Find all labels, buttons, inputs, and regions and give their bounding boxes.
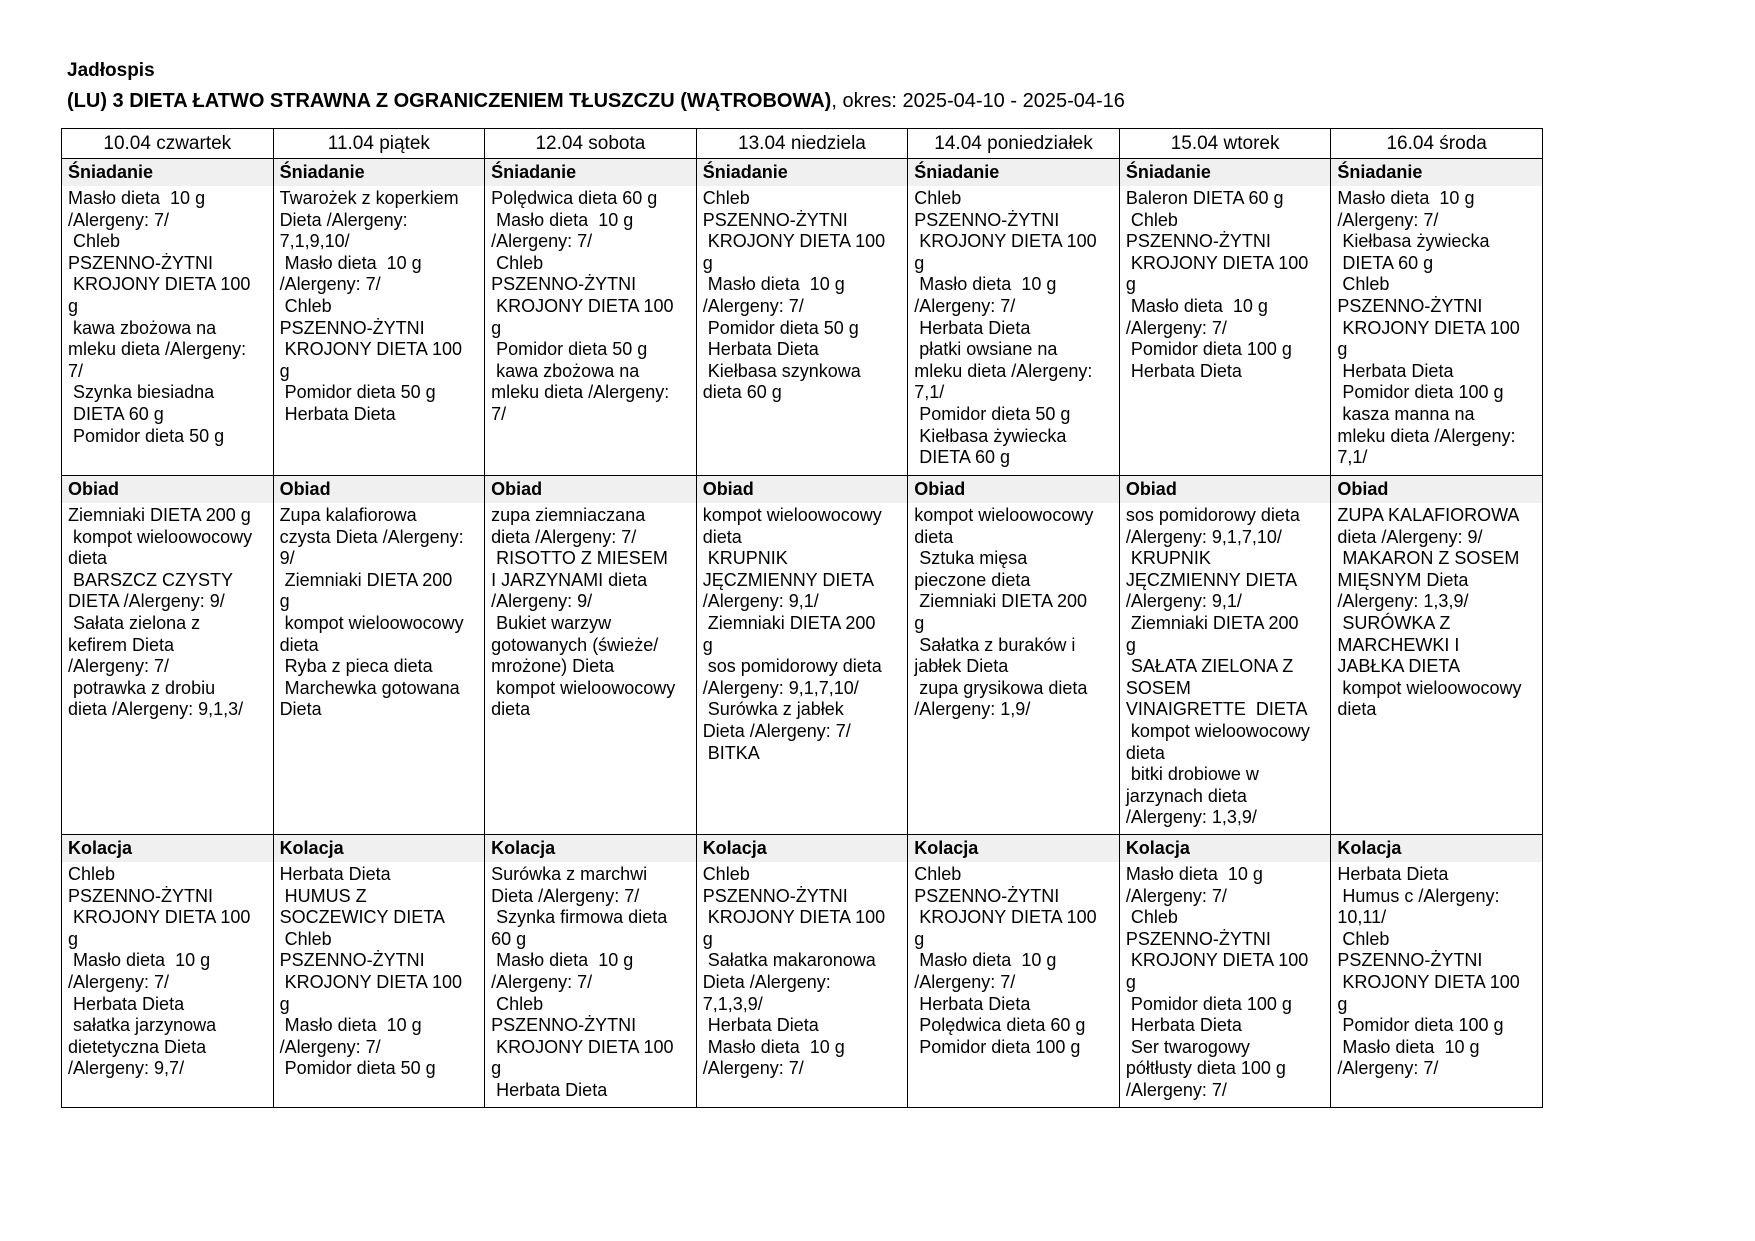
diet-name: (LU) 3 DIETA ŁATWO STRAWNA Z OGRANICZENIEM TŁUSZCZU (WĄTROBOWA) <box>67 90 832 112</box>
breakfast-cell <box>908 159 1120 476</box>
day-header: 12.04 sobota <box>485 129 697 159</box>
day-header: 16.04 środa <box>1331 129 1543 159</box>
lunch-cell <box>62 476 274 835</box>
dinner-cell <box>273 835 485 1108</box>
meal-items: zupa ziemniaczana dieta /Alergeny: 7/ RISOTTO Z MIESEM I JARZYNAMI dieta /Alergeny: 9/ Bukiet warzyw gotowanych (świeże/ mrożone) Dieta kompot wieloowocowy dieta <box>491 505 676 720</box>
meal-items: Masło dieta 10 g /Alergeny: 7/ Chleb PSZENNO-ŻYTNI KROJONY DIETA 100 g Pomidor dieta 100 g Herbata Dieta Ser twarogowy półtłusty dieta 100 g /Alergeny: 7/ <box>1125 864 1309 1100</box>
meal-items: kompot wieloowocowy dieta KRUPNIK JĘCZMIENNY DIETA /Alergeny: 9,1/ Ziemniaki DIETA 200 g sos pomidorowy dieta /Alergeny: 9,1,7,10/ Surówka z jabłek Dieta /Alergeny: 7/ BITKA <box>702 505 882 763</box>
lunch-cell <box>1331 476 1543 835</box>
meal-items: Masło dieta 10 g /Alergeny: 7/ Chleb PSZENNO-ŻYTNI KROJONY DIETA 100 g kawa zbożowa na mleku dieta /Alergeny: 7/ Szynka biesiadna DIETA 60 g Pomidor dieta 50 g <box>68 188 251 446</box>
meal-label: Kolacja <box>1331 835 1542 862</box>
meal-label: Kolacja <box>274 835 485 862</box>
meal-items: Herbata Dieta Humus c /Alergeny: 10,11/ Chleb PSZENNO-ŻYTNI KROJONY DIETA 100 g Pomidor dieta 100 g Masło dieta 10 g /Alergeny: 7/ <box>1337 864 1520 1079</box>
menu-table <box>61 128 1543 1108</box>
meal-label: Śniadanie <box>908 159 1119 186</box>
dinner-row <box>62 835 1543 1108</box>
meal-label: Kolacja <box>62 835 273 862</box>
dinner-cell <box>1119 835 1331 1108</box>
meal-items: Twarożek z koperkiem Dieta /Alergeny: 7,1,9,10/ Masło dieta 10 g /Alergeny: 7/ Chleb PSZENNO-ŻYTNI KROJONY DIETA 100 g Pomidor dieta 50 g Herbata Dieta <box>279 188 462 424</box>
meal-items: Polędwica dieta 60 g Masło dieta 10 g /Alergeny: 7/ Chleb PSZENNO-ŻYTNI KROJONY DIETA 100 g Pomidor dieta 50 g kawa zbożowa na mleku dieta /Alergeny: 7/ <box>491 188 674 424</box>
meal-items: sos pomidorowy dieta /Alergeny: 9,1,7,10/ KRUPNIK JĘCZMIENNY DIETA /Alergeny: 9,1/ Ziemniaki DIETA 200 g SAŁATA ZIELONA Z SOSEM VINAIGRETTE DIETA kompot wieloowocowy dieta bitki drobiowe w jarzynach dieta /Alergeny: 1,3,9/ <box>1125 505 1310 828</box>
meal-items: Zupa kalafiorowa czysta Dieta /Alergeny: 9/ Ziemniaki DIETA 200 g kompot wieloowocowy dieta Ryba z pieca dieta Marchewka gotowana Dieta <box>279 505 464 720</box>
meal-label: Śniadanie <box>1120 159 1331 186</box>
meal-items: Chleb PSZENNO-ŻYTNI KROJONY DIETA 100 g Masło dieta 10 g /Alergeny: 7/ Herbata Dieta sałatka jarzynowa dietetyczna Dieta /Alergeny: 9,7/ <box>68 864 251 1079</box>
period-range: , okres: 2025-04-10 - 2025-04-16 <box>831 90 1125 112</box>
meal-label: Śniadanie <box>485 159 696 186</box>
meal-label: Obiad <box>485 476 696 503</box>
meal-label: Kolacja <box>1120 835 1331 862</box>
meal-items: Chleb PSZENNO-ŻYTNI KROJONY DIETA 100 g Masło dieta 10 g /Alergeny: 7/ Herbata Dieta płatki owsiane na mleku dieta /Alergeny: 7,1/ Pomidor dieta 50 g Kiełbasa żywiecka DIETA 60 g <box>914 188 1097 468</box>
meal-label: Śniadanie <box>697 159 908 186</box>
breakfast-cell <box>696 159 908 476</box>
lunch-cell <box>696 476 908 835</box>
meal-items: Chleb PSZENNO-ŻYTNI KROJONY DIETA 100 g Masło dieta 10 g /Alergeny: 7/ Herbata Dieta Polędwica dieta 60 g Pomidor dieta 100 g <box>914 864 1097 1057</box>
document-title: Jadłospis <box>67 60 155 81</box>
meal-label: Kolacja <box>908 835 1119 862</box>
day-header: 15.04 wtorek <box>1119 129 1331 159</box>
meal-label: Śniadanie <box>274 159 485 186</box>
meal-label: Obiad <box>62 476 273 503</box>
dinner-cell <box>908 835 1120 1108</box>
day-header-row <box>62 129 1543 159</box>
meal-label: Obiad <box>697 476 908 503</box>
day-header: 13.04 niedziela <box>696 129 908 159</box>
lunch-row <box>62 476 1543 835</box>
meal-items: Herbata Dieta HUMUS Z SOCZEWICY DIETA Chleb PSZENNO-ŻYTNI KROJONY DIETA 100 g Masło dieta 10 g /Alergeny: 7/ Pomidor dieta 50 g <box>279 864 462 1079</box>
meal-label: Obiad <box>1120 476 1331 503</box>
meal-items: Chleb PSZENNO-ŻYTNI KROJONY DIETA 100 g Sałatka makaronowa Dieta /Alergeny: 7,1,3,9/ Herbata Dieta Masło dieta 10 g /Alergeny: 7/ <box>702 864 886 1079</box>
meal-label: Obiad <box>1331 476 1542 503</box>
day-header: 14.04 poniedziałek <box>908 129 1120 159</box>
dinner-cell <box>485 835 697 1108</box>
meal-label: Kolacja <box>485 835 696 862</box>
meal-items: Surówka z marchwi Dieta /Alergeny: 7/ Szynka firmowa dieta 60 g Masło dieta 10 g /Alergeny: 7/ Chleb PSZENNO-ŻYTNI KROJONY DIETA 100 g Herbata Dieta <box>491 864 674 1100</box>
document-subtitle <box>67 90 1167 114</box>
lunch-cell <box>273 476 485 835</box>
meal-label: Śniadanie <box>62 159 273 186</box>
meal-label: Kolacja <box>697 835 908 862</box>
meal-label: Obiad <box>274 476 485 503</box>
day-header: 10.04 czwartek <box>62 129 274 159</box>
meal-items: ZUPA KALAFIOROWA dieta /Alergeny: 9/ MAKARON Z SOSEM MIĘSNYM Dieta /Alergeny: 1,3,9/ SURÓWKA Z MARCHEWKI I JABŁKA DIETA kompot wieloowocowy dieta <box>1337 505 1522 720</box>
lunch-cell <box>908 476 1120 835</box>
meal-items: kompot wieloowocowy dieta Sztuka mięsa pieczone dieta Ziemniaki DIETA 200 g Sałatka z buraków i jabłek Dieta zupa grysikowa dieta /Alergeny: 1,9/ <box>914 505 1094 720</box>
dinner-cell <box>62 835 274 1108</box>
meal-items: Masło dieta 10 g /Alergeny: 7/ Kiełbasa żywiecka DIETA 60 g Chleb PSZENNO-ŻYTNI KROJONY DIETA 100 g Herbata Dieta Pomidor dieta 100 g kasza manna na mleku dieta /Alergeny: 7,1/ <box>1337 188 1520 468</box>
breakfast-cell <box>1331 159 1543 476</box>
breakfast-row <box>62 159 1543 476</box>
breakfast-cell <box>62 159 274 476</box>
lunch-cell <box>1119 476 1331 835</box>
meal-items: Baleron DIETA 60 g Chleb PSZENNO-ŻYTNI KROJONY DIETA 100 g Masło dieta 10 g /Alergeny: 7/ Pomidor dieta 100 g Herbata Dieta <box>1125 188 1309 381</box>
dinner-cell <box>696 835 908 1108</box>
dinner-cell <box>1331 835 1543 1108</box>
breakfast-cell <box>1119 159 1331 476</box>
meal-label: Śniadanie <box>1331 159 1542 186</box>
meal-label: Obiad <box>908 476 1119 503</box>
meal-items: Chleb PSZENNO-ŻYTNI KROJONY DIETA 100 g Masło dieta 10 g /Alergeny: 7/ Pomidor dieta 50 g Herbata Dieta Kiełbasa szynkowa dieta 60 g <box>702 188 886 403</box>
day-header: 11.04 piątek <box>273 129 485 159</box>
meal-items: Ziemniaki DIETA 200 g kompot wieloowocowy dieta BARSZCZ CZYSTY DIETA /Alergeny: 9/ Sałata zielona z kefirem Dieta /Alergeny: 7/ potrawka z drobiu dieta /Alergeny: 9,1,3/ <box>68 505 253 720</box>
breakfast-cell <box>485 159 697 476</box>
breakfast-cell <box>273 159 485 476</box>
lunch-cell <box>485 476 697 835</box>
